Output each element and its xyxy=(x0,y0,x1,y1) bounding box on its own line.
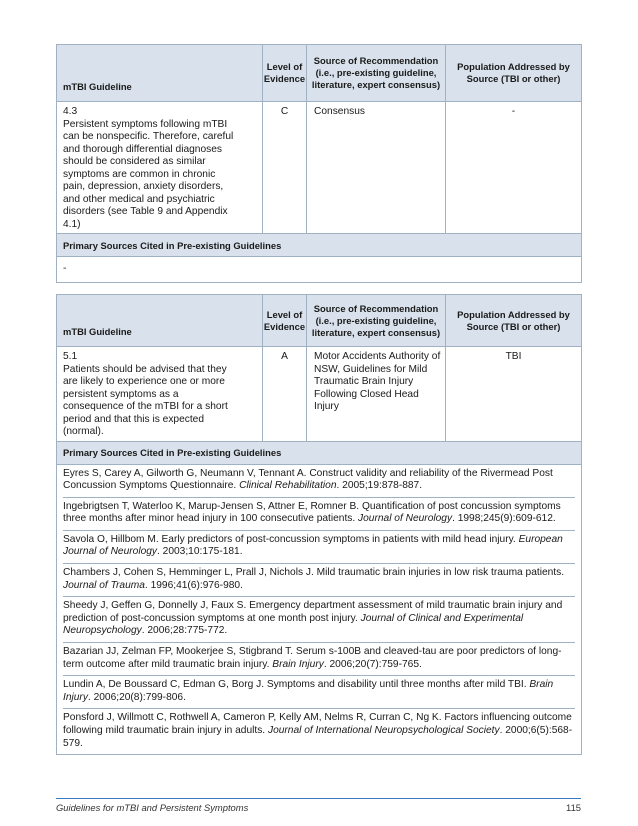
header-guideline: mTBI Guideline xyxy=(57,45,263,102)
primary-sources-label: Primary Sources Cited in Pre-existing Guidelines xyxy=(57,441,582,464)
header-source: Source of Recommendation (i.e., pre-existing guideline, literature, expert consensus) xyxy=(307,295,446,347)
guideline-cell xyxy=(57,347,263,442)
reference-item: Sheedy J, Geffen G, Donnelly J, Faux S. Emergency department assessment of mild traumatic brain injury and prediction of post-concussion symptoms at one month post injury. Journal of Clinical and Experimental Neuropsychology. 2006;28:775-772. xyxy=(63,597,575,643)
reference-item: Bazarian JJ, Zelman FP, Mookerjee S, Stigbrand T. Serum s-100B and cleaved-tau are poor predictors of long-term outcome after mild traumatic brain injury. Brain Injury. 2006;20(7):759-765. xyxy=(63,643,575,676)
reference-item: Ponsford J, Willmott C, Rothwell A, Cameron P, Kelly AM, Nelms R, Curran C, Ng K. Factors influencing outcome following mild traumatic brain injury in adults. Journal of International Neuropsychological Society. 2000;6(5):568-579. xyxy=(63,712,573,749)
header-level: Level of Evidence xyxy=(263,295,307,347)
guideline-table-4-3 xyxy=(56,44,582,283)
guideline-cell xyxy=(57,102,263,234)
header-population: Population Addressed by Source (TBI or other) xyxy=(446,45,582,102)
reference-item: Eyres S, Carey A, Gilworth G, Neumann V, Tennant A. Construct validity and reliability of the Rivermead Post Concussion Symptoms Questionnaire. Clinical Rehabilitation. 2005;19:878-887. xyxy=(63,465,575,498)
guideline-text: Persistent symptoms following mTBI can be nonspecific. Therefore, careful and thorough differential diagnoses should be considered as similar symptoms are common in chronic pain, depression, anxiety disorders, and other medical and psychiatric disorders (see Table 9 and Appendix 4.1) xyxy=(63,118,234,230)
header-source: Source of Recommendation (i.e., pre-existing guideline, literature, expert consensus) xyxy=(307,45,446,102)
reference-item: Chambers J, Cohen S, Hemminger L, Prall J, Nichols J. Mild traumatic brain injuries in low risk trauma patients. Journal of Trauma. 1996;41(6):976-980. xyxy=(63,564,575,597)
source-of-recommendation: Motor Accidents Authority of NSW, Guidelines for Mild Traumatic Brain Injury Following Closed Head Injury xyxy=(307,347,446,442)
page-number: 115 xyxy=(566,802,581,813)
reference-item: Savola O, Hillbom M. Early predictors of post-concussion symptoms in patients with mild head injury. European Journal of Neurology. 2003;10:175-181. xyxy=(63,531,575,564)
population-addressed: - xyxy=(446,102,582,234)
header-guideline: mTBI Guideline xyxy=(57,295,263,347)
guideline-text: Patients should be advised that they are likely to experience one or more persistent symptoms as a consequence of the mTBI for a short period and that this is expected (normal). xyxy=(63,363,228,437)
reference-item: Ingebrigtsen T, Waterloo K, Marup-Jensen S, Attner E, Romner B. Quantification of post concussion symptoms three months after minor head injury in 100 consecutive patients. Journal of Neurology. 1998;245(9):609-612. xyxy=(63,498,575,531)
guideline-table-5-1 xyxy=(56,294,582,755)
footer-title: Guidelines for mTBI and Persistent Symptoms xyxy=(56,802,249,813)
population-addressed: TBI xyxy=(446,347,582,442)
guideline-number: 4.3 xyxy=(63,106,78,117)
level-of-evidence: C xyxy=(263,102,307,234)
primary-sources-value: - xyxy=(57,257,582,283)
header-population: Population Addressed by Source (TBI or other) xyxy=(446,295,582,347)
level-of-evidence: A xyxy=(263,347,307,442)
reference-item: Lundin A, De Boussard C, Edman G, Borg J. Symptoms and disability until three months after mild TBI. Brain Injury. 2006;20(8):799-806. xyxy=(63,676,575,709)
page-footer xyxy=(56,798,581,813)
header-level: Level of Evidence xyxy=(263,45,307,102)
reference-list xyxy=(57,464,582,755)
guideline-number: 5.1 xyxy=(63,351,78,362)
source-of-recommendation: Consensus xyxy=(307,102,446,234)
primary-sources-label: Primary Sources Cited in Pre-existing Guidelines xyxy=(57,234,582,257)
